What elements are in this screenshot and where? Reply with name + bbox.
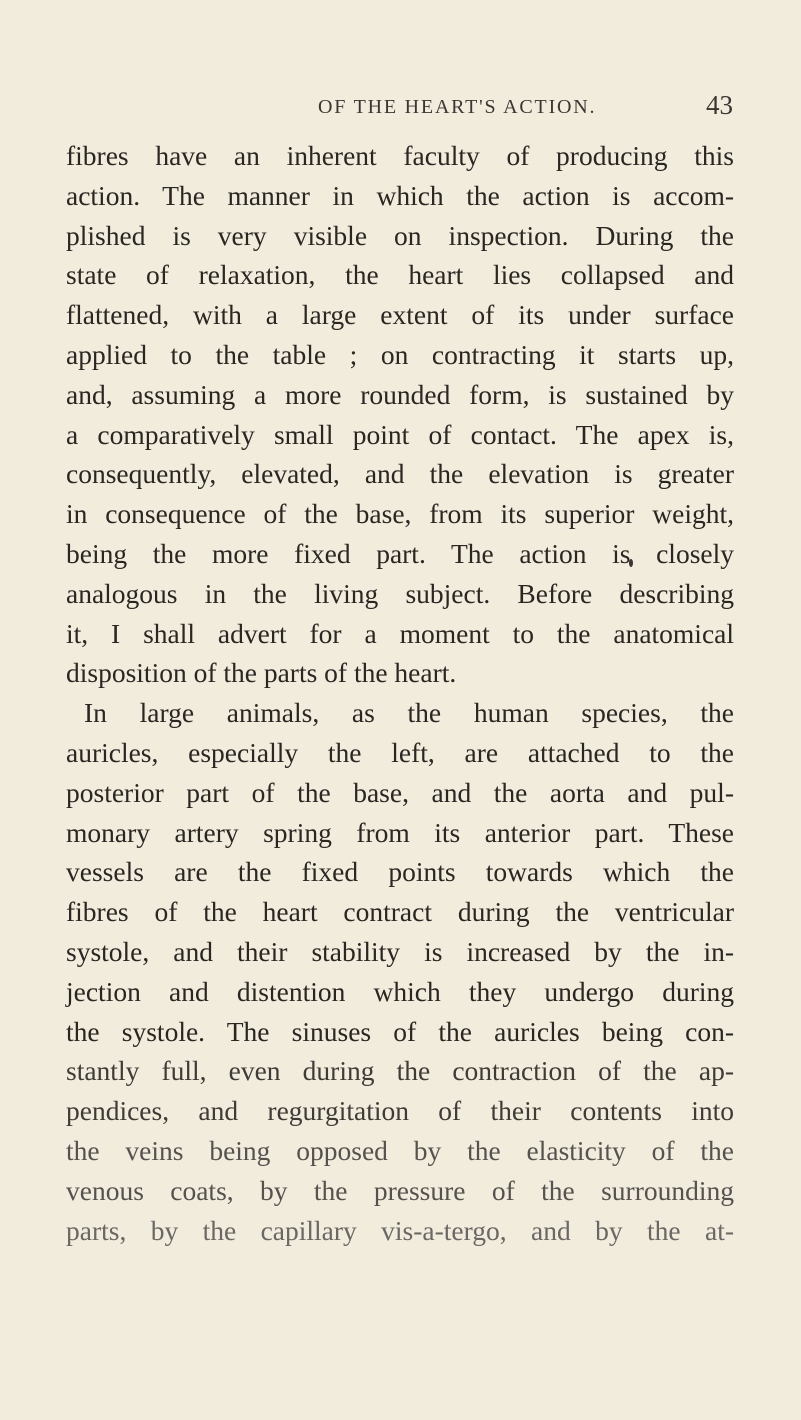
text-line-paragraph-end: disposition of the parts of the heart. <box>66 657 457 689</box>
page-header <box>0 88 801 128</box>
text-line: in consequence of the base, from its superior weight, <box>66 498 734 530</box>
text-line: it, I shall advert for a moment to the anatomical <box>66 617 734 649</box>
text-line: auricles, especially the left, are attached to the <box>66 736 734 768</box>
text-line: a comparatively small point of contact. The apex is, <box>66 418 734 450</box>
text-line: pendices, and regurgitation of their contents into <box>66 1095 734 1127</box>
text-line: fibres of the heart contract during the ventricular <box>66 896 734 928</box>
text-line: being the more fixed part. The action is closely <box>66 537 734 569</box>
text-line: stantly full, even during the contraction of the ap- <box>66 1055 734 1087</box>
text-line: posterior part of the base, and the aorta and pul- <box>66 776 734 808</box>
text-line: plished is very visible on inspection. During the <box>66 219 734 251</box>
body-text <box>66 136 734 1250</box>
page-number: 43 <box>706 90 733 120</box>
text-line: the veins being opposed by the elasticity of the <box>66 1134 734 1166</box>
text-line: parts, by the capillary vis-a-tergo, and by the at- <box>66 1214 734 1246</box>
text-line: venous coats, by the pressure of the surrounding <box>66 1174 734 1206</box>
text-line: the systole. The sinuses of the auricles being con- <box>66 1015 734 1047</box>
text-line-paragraph-start: In large animals, as the human species, the <box>84 697 734 729</box>
text-line: analogous in the living subject. Before describing <box>66 577 734 609</box>
text-line: consequently, elevated, and the elevation is greater <box>66 458 734 490</box>
text-line: and, assuming a more rounded form, is sustained by <box>66 378 734 410</box>
text-line: flattened, with a large extent of its under surface <box>66 299 734 331</box>
text-line: applied to the table ; on contracting it starts up, <box>66 338 734 370</box>
text-line: fibres have an inherent faculty of producing this <box>66 140 734 171</box>
running-head: OF THE HEART'S ACTION. <box>318 96 597 118</box>
text-line: vessels are the fixed points towards which the <box>66 856 734 888</box>
text-line: systole, and their stability is increased by the in- <box>66 935 734 967</box>
text-line: monary artery spring from its anterior part. These <box>66 816 734 848</box>
text-line: jection and distention which they undergo during <box>66 975 734 1007</box>
text-line: action. The manner in which the action is accom- <box>66 179 734 211</box>
text-line: state of relaxation, the heart lies collapsed and <box>66 259 734 291</box>
